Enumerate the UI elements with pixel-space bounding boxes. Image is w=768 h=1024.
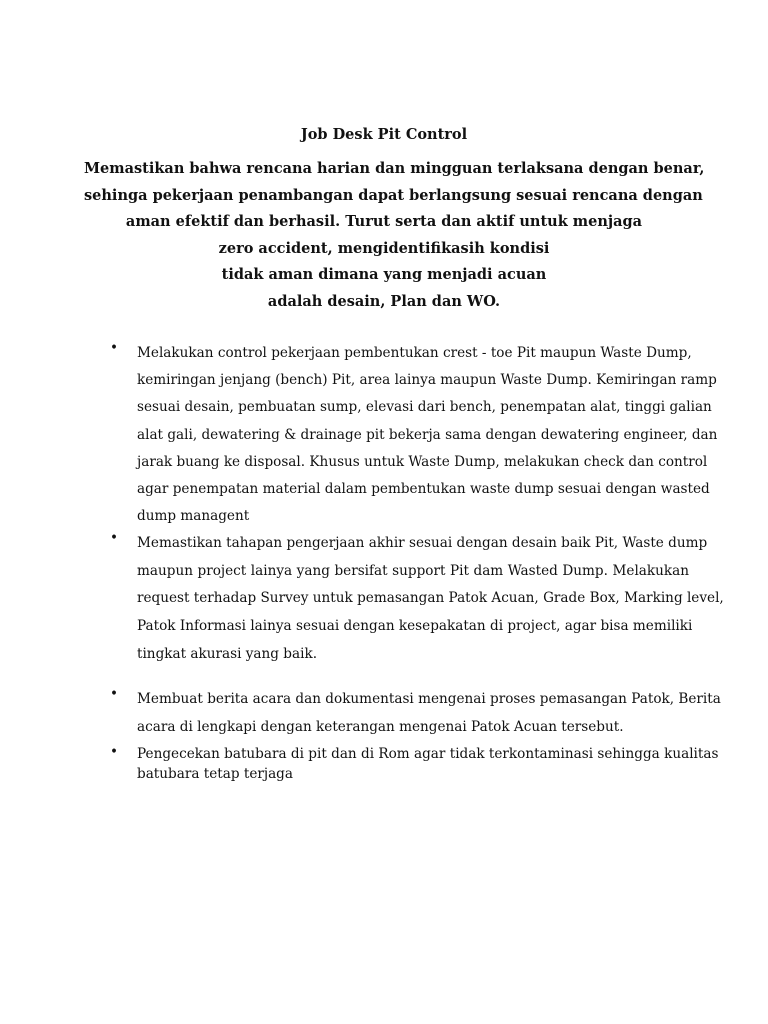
- bullet-icon: •: [110, 744, 119, 760]
- task-line: Memastikan tahapan pengerjaan akhir sesuai dengan desain baik Pit, Waste dump: [137, 535, 708, 551]
- task-line: maupun project lainya yang bersifat support Pit dam Wasted Dump. Melakukan: [137, 562, 689, 579]
- task-text: [137, 530, 724, 668]
- task-line: Membuat berita acara dan dokumentasi mengenai proses pemasangan Patok, Berita: [137, 691, 721, 707]
- task-line: jarak buang ke disposal. Khusus untuk Waste Dump, melakukan check dan control: [137, 453, 708, 470]
- summary-line: zero accident, mengidentifikasih kondisi: [218, 239, 550, 257]
- bullet-icon: •: [110, 530, 119, 546]
- task-line: Patok Informasi lainya sesuai dengan kesepakatan di project, agar bisa memiliki: [137, 618, 693, 635]
- task-line: dump managent: [137, 508, 250, 525]
- bullet-icon: •: [110, 686, 119, 702]
- summary-line: sehinga pekerjaan penambangan dapat berlangsung sesuai rencana dengan: [84, 186, 703, 204]
- summary-line: adalah desain, Plan dan WO.: [267, 292, 501, 310]
- summary-paragraph: [84, 156, 705, 316]
- task-line: Melakukan control pekerjaan pembentukan crest - toe Pit maupun Waste Dump,: [137, 345, 692, 361]
- task-line: sesuai desain, pembuatan sump, elevasi dari bench, penempatan alat, tinggi galian: [137, 399, 712, 416]
- task-line: kemiringan jenjang (bench) Pit, area lainya maupun Waste Dump. Kemiringan ramp: [137, 372, 717, 389]
- summary-line: tidak aman dimana yang menjadi acuan: [221, 266, 547, 284]
- bullet-icon: •: [110, 340, 119, 356]
- summary-line: Memastikan bahwa rencana harian dan mingguan terlaksana dengan benar,: [84, 160, 705, 177]
- task-line: agar penempatan material dalam pembentukan waste dump sesuai dengan wasted: [137, 480, 710, 497]
- task-line: batubara tetap terjaga: [137, 766, 293, 782]
- task-text: [137, 744, 719, 784]
- task-text: [137, 340, 718, 530]
- document-title: Job Desk Pit Control: [300, 126, 468, 143]
- task-line: Pengecekan batubara di pit dan di Rom agar tidak terkontaminasi sehingga kualitas: [137, 746, 719, 762]
- task-line: tingkat akurasi yang baik.: [137, 645, 318, 662]
- task-text: [137, 686, 721, 741]
- task-line: request terhadap Survey untuk pemasangan Patok Acuan, Grade Box, Marking level,: [137, 590, 724, 607]
- task-line: acara di lengkapi dengan keterangan mengenai Patok Acuan tersebut.: [137, 718, 624, 735]
- task-line: alat gali, dewatering & drainage pit bekerja sama dengan dewatering engineer, dan: [137, 426, 718, 443]
- summary-line: aman efektif dan berhasil. Turut serta dan aktif untuk menjaga: [125, 213, 643, 231]
